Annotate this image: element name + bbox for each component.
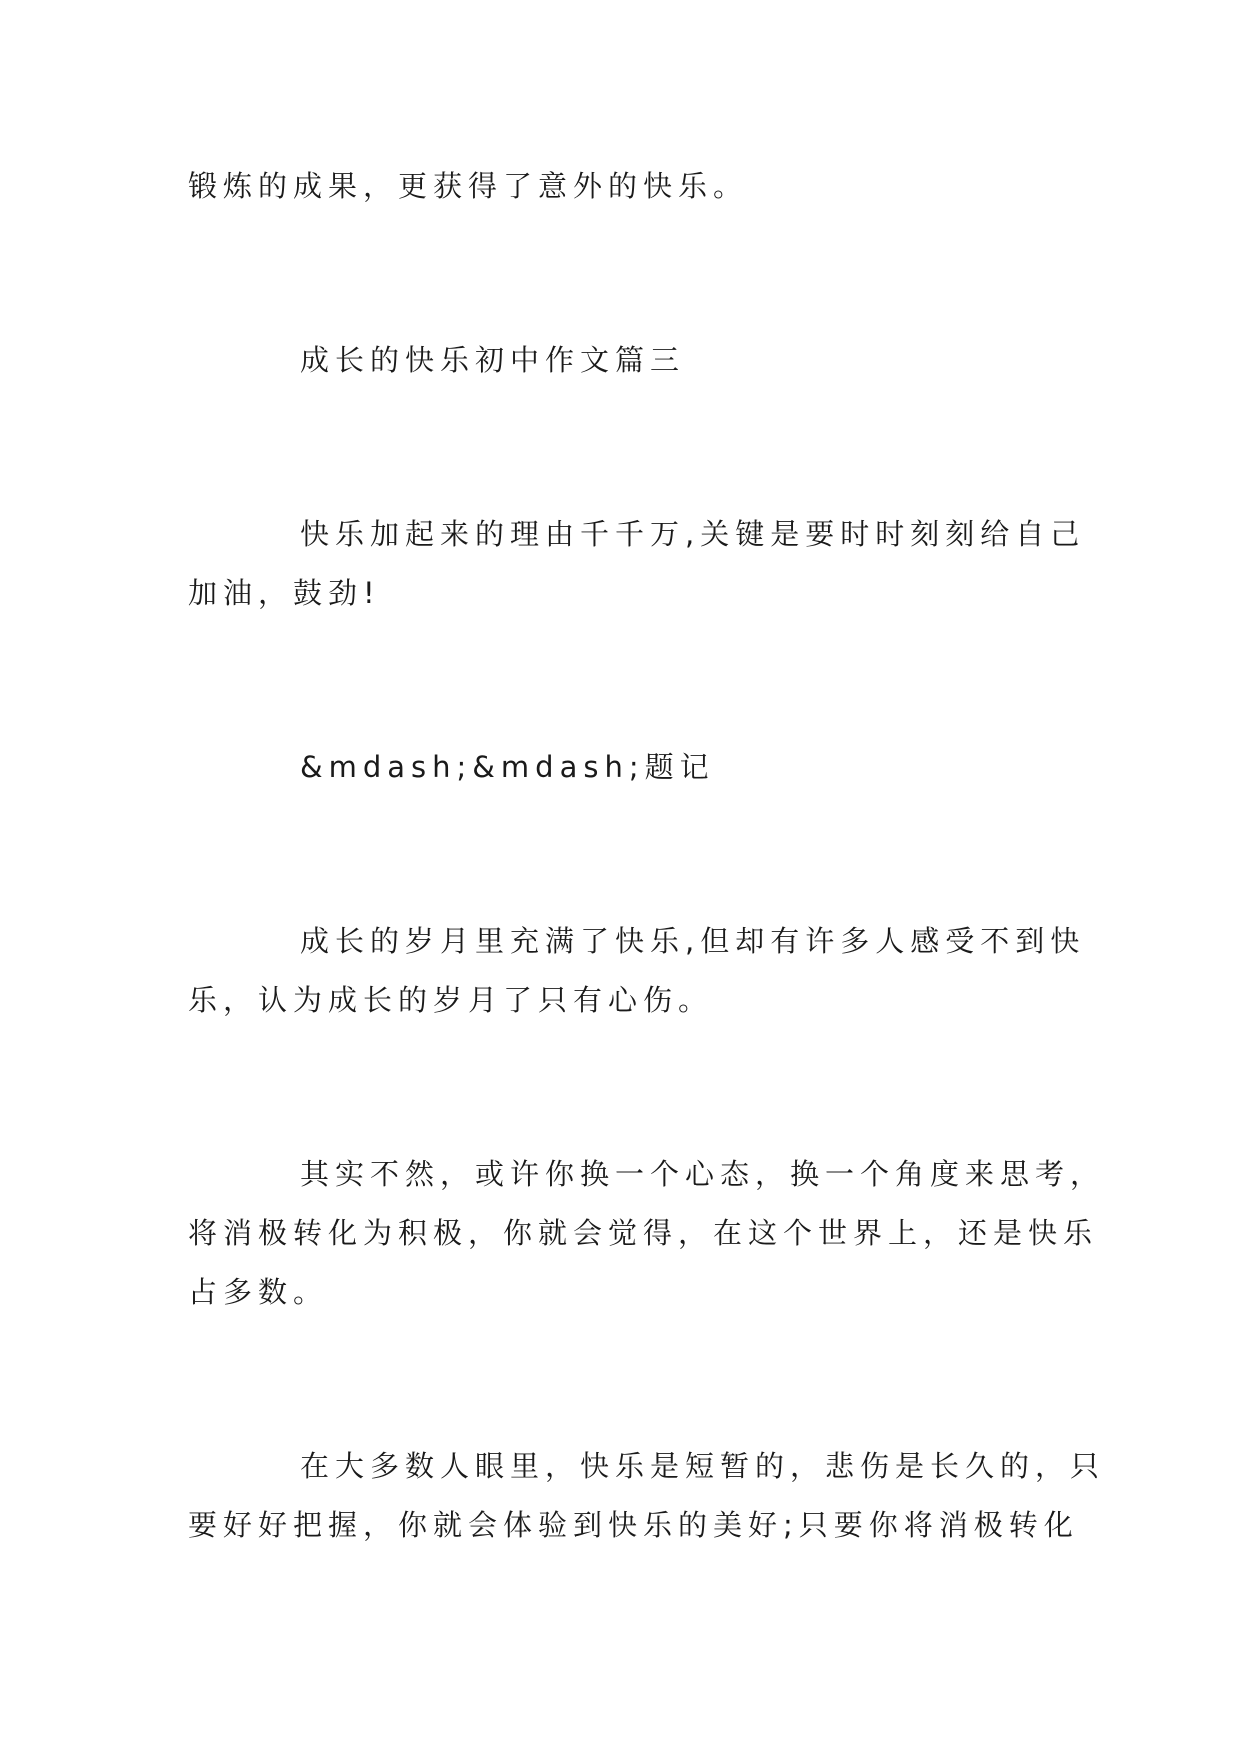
paragraph-1-line-2: 加油，鼓劲! bbox=[188, 576, 381, 610]
paragraph-4-line-1: 在大多数人眼里，快乐是短暂的，悲伤是长久的，只 bbox=[300, 1449, 1106, 1483]
paragraph-3-line-1: 其实不然，或许你换一个心态，换一个角度来思考， bbox=[300, 1157, 1106, 1191]
epigraph-line: &mdash;&mdash;题记 bbox=[300, 750, 715, 784]
paragraph-2-line-2: 乐，认为成长的岁月了只有心伤。 bbox=[188, 983, 714, 1017]
paragraph-3-line-2: 将消极转化为积极，你就会觉得，在这个世界上，还是快乐 bbox=[188, 1216, 1099, 1250]
paragraph-1-line-1: 快乐加起来的理由千千万,关键是要时时刻刻给自己 bbox=[300, 517, 1086, 551]
paragraph-3-line-3: 占多数。 bbox=[188, 1275, 329, 1309]
paragraph-2-line-1: 成长的岁月里充满了快乐,但却有许多人感受不到快 bbox=[300, 924, 1086, 958]
section-heading: 成长的快乐初中作文篇三 bbox=[300, 343, 686, 377]
paragraph-continuation-line-1: 锻炼的成果，更获得了意外的快乐。 bbox=[188, 169, 749, 203]
paragraph-4-line-2: 要好好把握，你就会体验到快乐的美好;只要你将消极转化 bbox=[188, 1508, 1079, 1542]
